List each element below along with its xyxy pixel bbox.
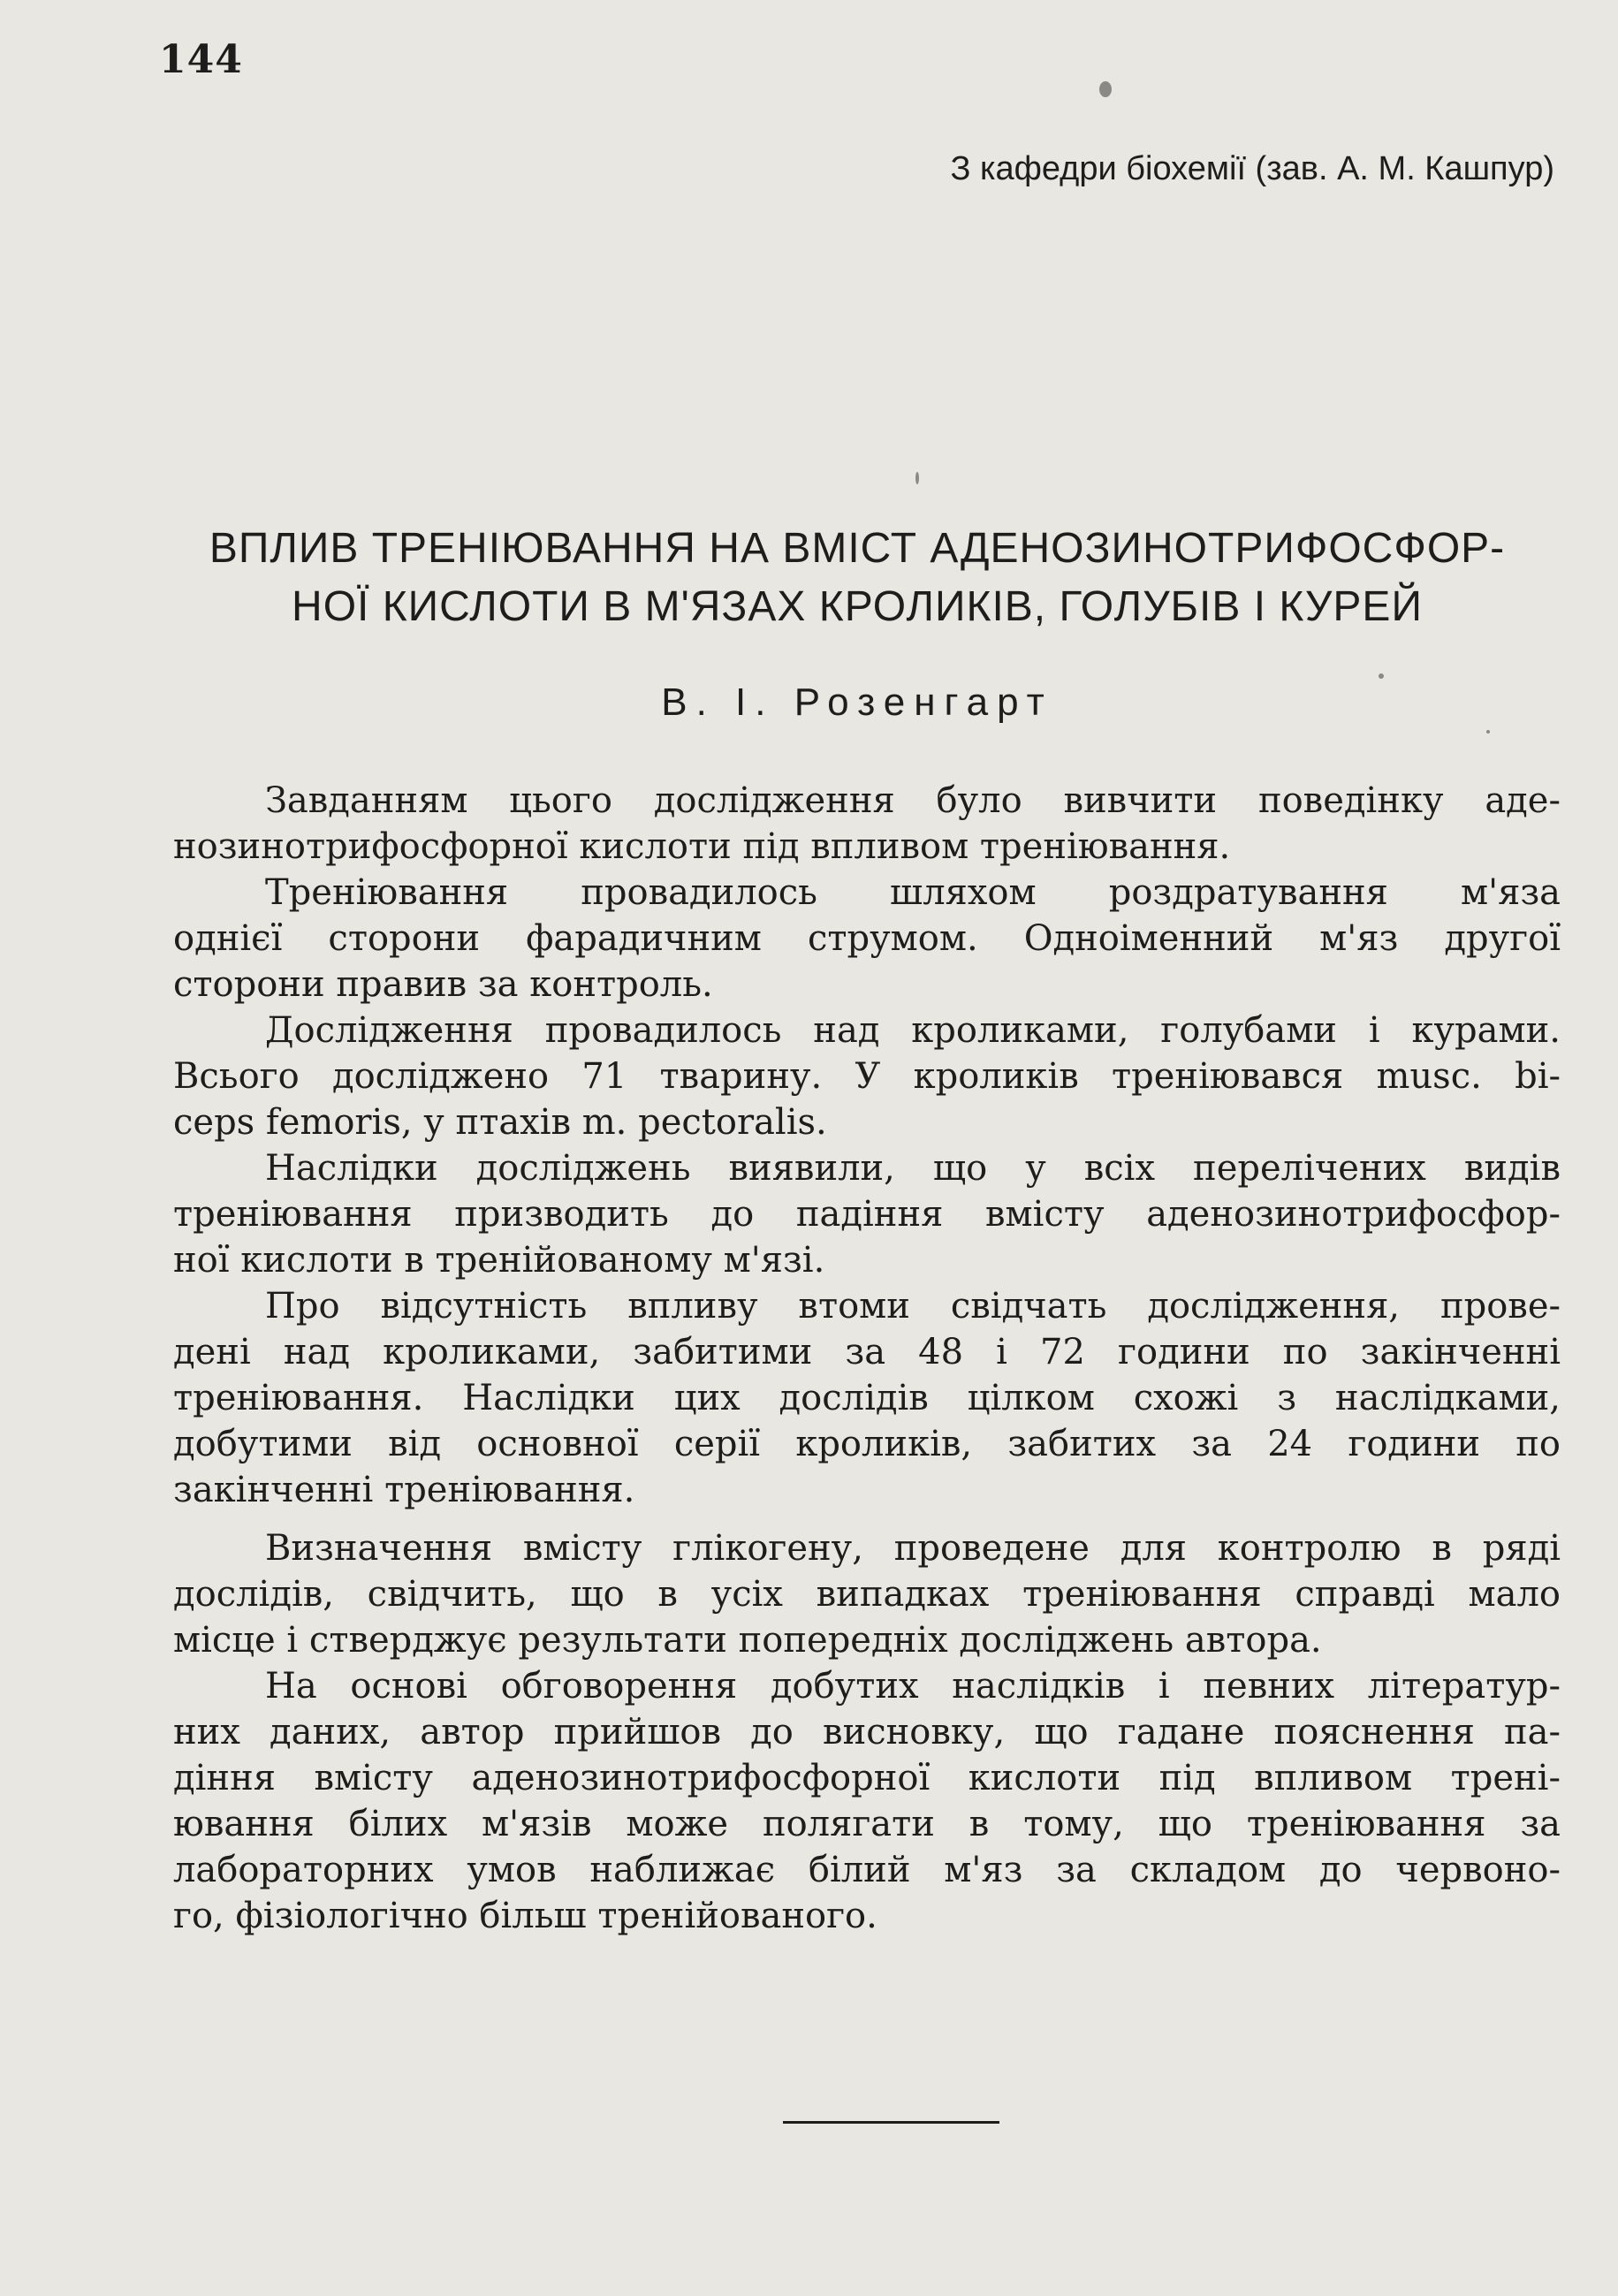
text-line: Про відсутність впливу втоми свідчать дослідження, прове- [265, 1286, 1561, 1327]
paragraph [173, 1525, 1561, 1663]
text-line: треніювання. Наслідки цих дослідів цілком схожі з наслідками, [173, 1378, 1561, 1418]
text-line: ної кислоти в тренійованому м'язі. [173, 1240, 825, 1281]
paper-speck [1486, 730, 1490, 734]
text-line: сторони правив за контроль. [173, 964, 713, 1005]
text-line: них даних, автор прийшов до висновку, що гадане пояснення па- [173, 1712, 1561, 1752]
text-line: ювання білих м'язів може полягати в тому, що треніювання за [173, 1804, 1561, 1844]
department-affiliation: З кафедри біохемії (зав. А. М. Кашпур) [950, 150, 1554, 187]
text-line: Наслідки досліджень виявили, що у всіх перелічених видів [265, 1148, 1561, 1189]
text-line: Завданням цього дослідження було вивчити поведінку аде- [265, 780, 1561, 821]
text-line: го, фізіологічно більш тренійованого. [173, 1896, 877, 1936]
text-line: ceps femoris, у птахів m. pectoralis. [173, 1102, 827, 1143]
end-rule [783, 2121, 999, 2124]
text-line: місце і стверджує результати попередніх досліджень автора. [173, 1620, 1322, 1661]
paragraph [173, 1663, 1561, 1939]
paragraph [173, 1283, 1561, 1513]
text-line: добутими від основної серії кроликів, забитих за 24 години по [173, 1424, 1561, 1464]
paper-speck [1099, 81, 1112, 97]
text-line: треніювання призводить до падіння вмісту аденозинотрифосфор- [173, 1194, 1561, 1235]
text-line: Всього досліджено 71 тварину. У кроликів треніювався musc. bi- [173, 1056, 1561, 1097]
paper-speck [915, 472, 919, 484]
text-line: Треніювання провадилось шляхом роздратування м'яза [265, 872, 1561, 913]
text-line: дослідів, свідчить, що в усіх випадках треніювання справді мало [173, 1574, 1561, 1615]
text-line: закінченні треніювання. [173, 1470, 635, 1510]
article-title [159, 520, 1555, 636]
author-name: В. І. Розенгарт [661, 680, 1053, 724]
text-line: Дослідження провадилось над кроликами, голубами і курами. [265, 1010, 1561, 1051]
page-number: 144 [159, 37, 243, 82]
paragraph [173, 1145, 1561, 1283]
text-line: діння вмісту аденозинотрифосфорної кислоти під впливом трені- [173, 1758, 1561, 1798]
paragraph-gap [173, 1513, 1561, 1525]
text-line: Визначення вмісту глікогену, проведене для контролю в ряді [265, 1528, 1561, 1569]
text-line: На основі обговорення добутих наслідків і певних літератур- [265, 1666, 1561, 1707]
title-line: ВПЛИВ ТРЕНІЮВАННЯ НА ВМІСТ АДЕНОЗИНОТРИФОСФОР- [209, 525, 1506, 572]
title-line: НОЇ КИСЛОТИ В М'ЯЗАХ КРОЛИКІВ, ГОЛУБІВ І КУРЕЙ [292, 583, 1423, 630]
article-body [173, 778, 1561, 1939]
paragraph [173, 1007, 1561, 1145]
text-line: лабораторних умов наближає білий м'яз за складом до червоно- [173, 1850, 1561, 1890]
text-line: нозинотрифосфорної кислоти під впливом треніювання. [173, 826, 1231, 867]
paragraph [173, 778, 1561, 870]
paragraph [173, 870, 1561, 1007]
paper-speck [1379, 673, 1384, 679]
text-line: однієї сторони фарадичним струмом. Одноіменний м'яз другої [173, 918, 1561, 959]
text-line: дені над кроликами, забитими за 48 і 72 години по закінченні [173, 1332, 1561, 1372]
